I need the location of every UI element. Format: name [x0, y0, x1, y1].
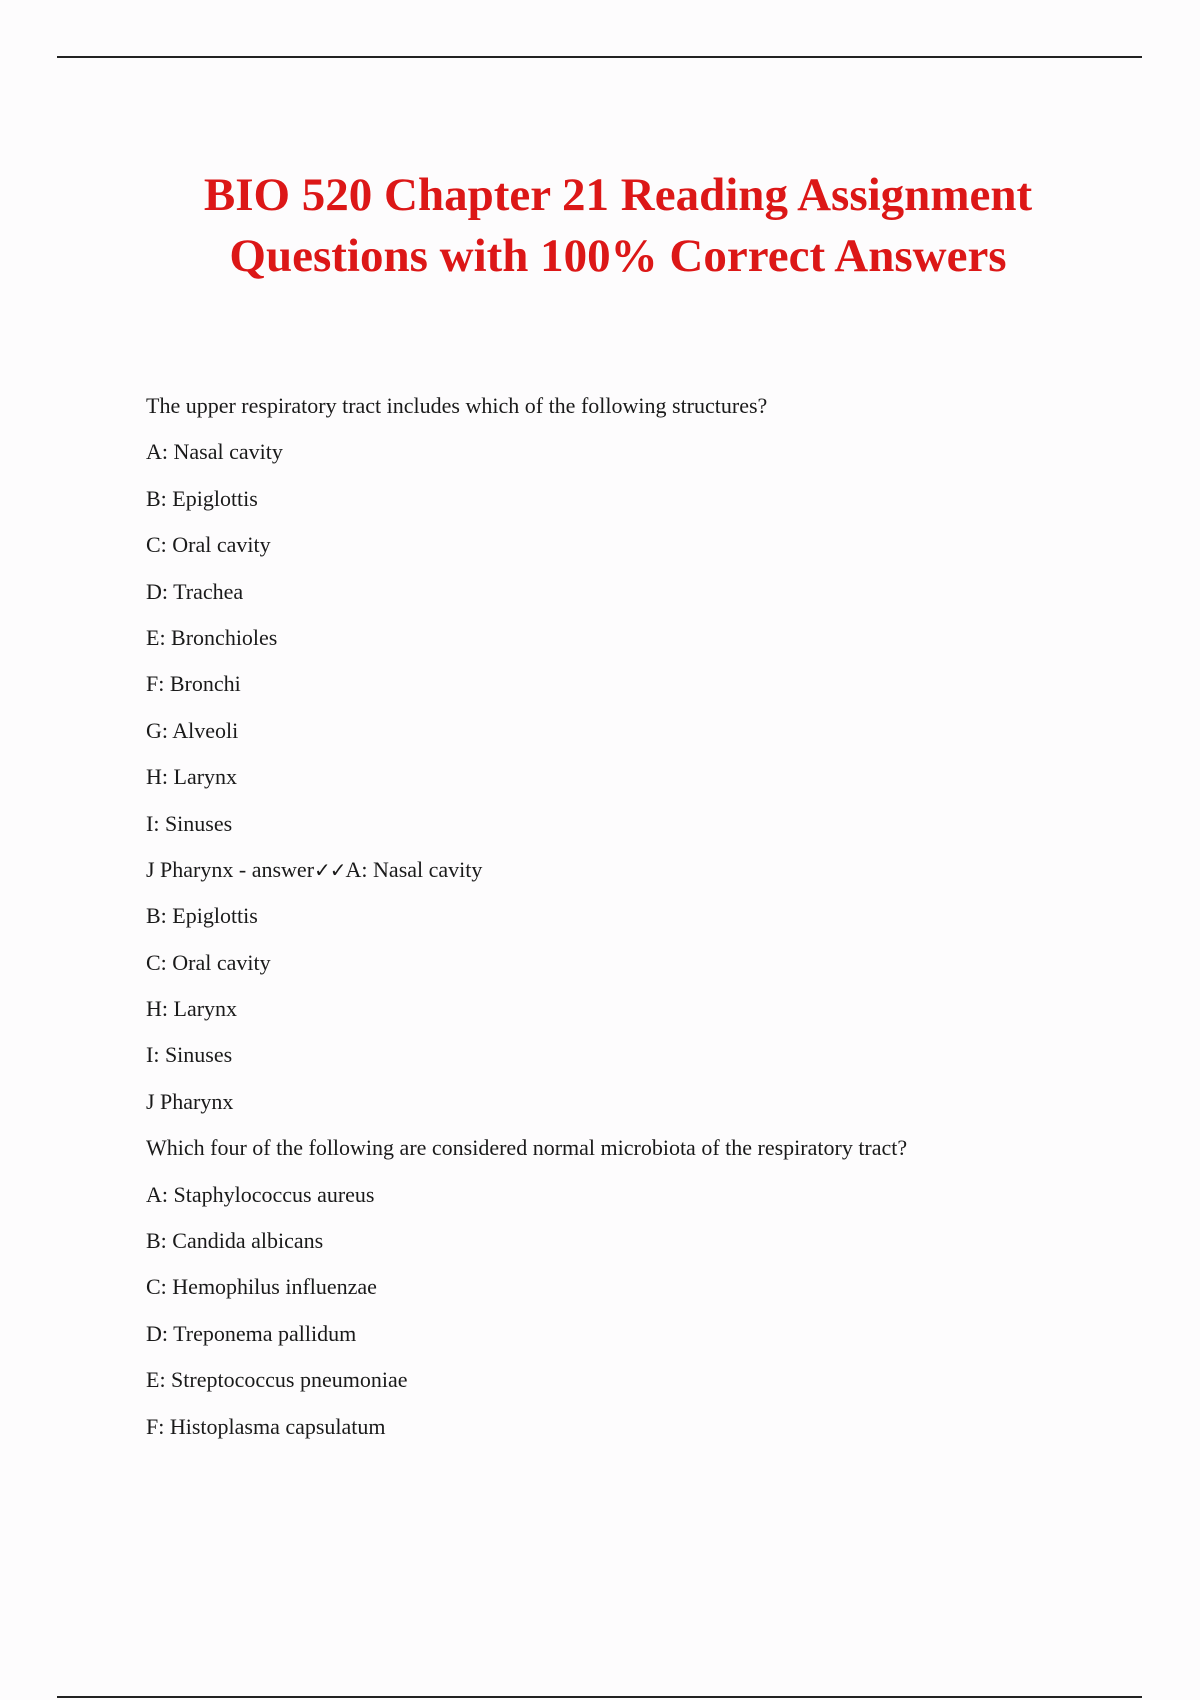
option-line: F: Histoplasma capsulatum — [146, 1413, 386, 1439]
answer-line — [146, 852, 1106, 898]
top-rule — [57, 56, 1142, 58]
option-line: I: Sinuses — [146, 810, 233, 836]
option-line: A: Staphylococcus aureus — [146, 1181, 375, 1207]
option-line: E: Streptococcus pneumoniae — [146, 1367, 408, 1393]
option-line: D: Treponema pallidum — [146, 1320, 357, 1346]
answer-prefix: J Pharynx - answer — [146, 856, 315, 882]
bottom-rule — [57, 1696, 1142, 1698]
option-line: F: Bronchi — [146, 671, 241, 697]
answer-first-option: A: Nasal cavity — [345, 856, 483, 882]
option-line: C: Hemophilus influenzae — [146, 1274, 377, 1300]
answer-option-line: H: Larynx — [146, 996, 238, 1022]
title-line-2: Questions with 100% Correct Answers — [229, 230, 1007, 282]
answer-option-line: B: Epiglottis — [146, 903, 258, 929]
option-line: G: Alveoli — [146, 717, 239, 743]
document-body — [146, 388, 1106, 1455]
answer-option-line: I: Sinuses — [146, 1042, 233, 1068]
option-line: D: Trachea — [146, 578, 244, 604]
checkmark-icon: ✓✓ — [314, 857, 346, 882]
question-2: Which four of the following are considered normal microbiota of the respiratory tract? — [146, 1135, 908, 1161]
option-line: H: Larynx — [146, 764, 238, 790]
option-line: C: Oral cavity — [146, 532, 271, 558]
option-line: A: Nasal cavity — [146, 439, 283, 465]
option-line: B: Epiglottis — [146, 485, 258, 511]
question-1: The upper respiratory tract includes which of the following structures? — [146, 393, 768, 418]
answer-option-line: C: Oral cavity — [146, 949, 271, 975]
option-line: E: Bronchioles — [146, 624, 278, 650]
document-title — [0, 165, 1200, 287]
answer-option-line: J Pharynx — [146, 1088, 234, 1114]
title-line-1: BIO 520 Chapter 21 Reading Assignment — [203, 169, 1033, 221]
option-line: B: Candida albicans — [146, 1228, 324, 1254]
